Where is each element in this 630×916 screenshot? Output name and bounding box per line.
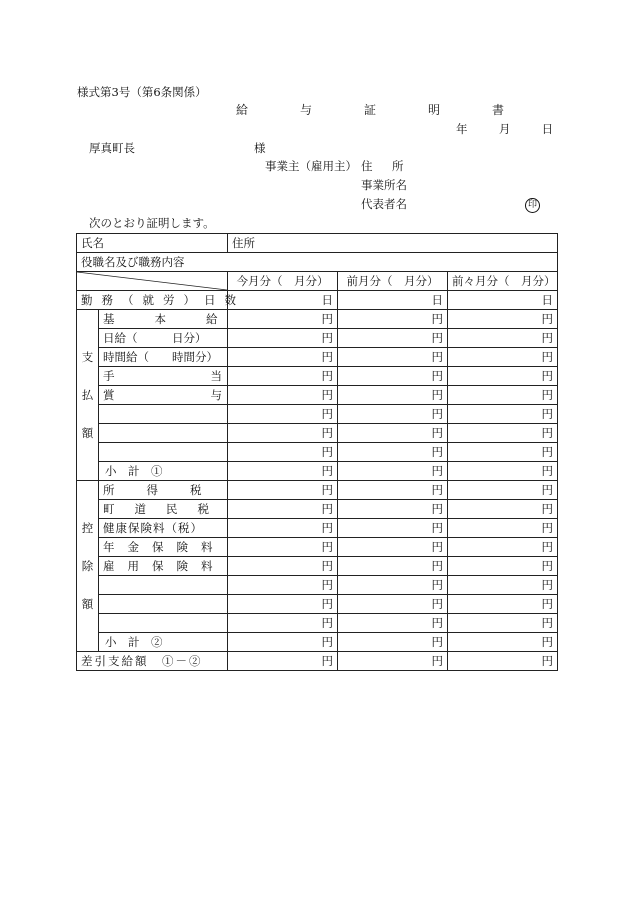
deduction-item-blank[interactable] [99,595,228,614]
deduction-subtotal-label: 小 計 ② [99,633,228,652]
payment-item-basic: 基本給 [99,310,228,329]
header-diagonal-cell [77,272,228,291]
date-year: 年 [456,122,468,136]
deduction-value[interactable]: 円 [448,614,558,633]
payment-item-hourly: 時間給（ 時間分） [99,348,228,367]
payment-subtotal-value[interactable]: 円 [228,462,338,481]
address-field[interactable] [228,234,558,253]
date-line [456,124,553,136]
payment-value[interactable]: 円 [338,310,448,329]
payment-subtotal-value[interactable]: 円 [338,462,448,481]
deduction-value[interactable]: 円 [448,500,558,519]
net-pay-label: 差引支給額 ①－② [77,652,228,671]
intro-text: 次のとおり証明します。 [89,216,215,230]
deduction-value[interactable]: 円 [448,576,558,595]
address-label: 住所 [232,236,255,250]
payment-value[interactable]: 円 [228,310,338,329]
deduction-value[interactable]: 円 [228,595,338,614]
form-number: 様式第3号（第6条関係） [77,85,207,99]
payment-subtotal-value[interactable]: 円 [448,462,558,481]
payment-value[interactable]: 円 [448,405,558,424]
payment-value[interactable]: 円 [338,367,448,386]
payment-value[interactable]: 円 [228,424,338,443]
deduction-item-health-insurance: 健康保険料（税） [99,519,228,538]
payment-value[interactable]: 円 [228,367,338,386]
column-header-previous: 前月分（ 月分） [338,272,448,291]
deduction-value[interactable]: 円 [338,519,448,538]
payment-value[interactable]: 円 [448,386,558,405]
workdays-label [77,291,245,310]
payment-value[interactable]: 円 [448,348,558,367]
position-label: 役職名及び職務内容 [81,255,185,269]
net-pay-value[interactable]: 円 [228,652,338,671]
deduction-value[interactable]: 円 [448,481,558,500]
deduction-value[interactable]: 円 [338,557,448,576]
workdays-current[interactable]: 日 [228,291,338,310]
column-header-current: 今月分（ 月分） [228,272,338,291]
deduction-value[interactable]: 円 [228,519,338,538]
workdays-before-previous[interactable]: 日 [448,291,558,310]
deduction-value[interactable]: 円 [338,576,448,595]
payment-value[interactable]: 円 [448,329,558,348]
payment-item-blank[interactable] [99,405,228,424]
employer-address-label: 住 所 [361,159,408,173]
deduction-value[interactable]: 円 [338,595,448,614]
date-day: 日 [541,122,554,136]
deduction-value[interactable]: 円 [338,481,448,500]
deduction-subtotal-value[interactable]: 円 [228,633,338,652]
net-pay-value[interactable]: 円 [338,652,448,671]
name-field[interactable] [77,234,228,253]
payment-value[interactable]: 円 [448,424,558,443]
payment-subtotal-label: 小 計 ① [99,462,228,481]
deduction-value[interactable]: 円 [338,500,448,519]
seal-mark: 印 [525,198,540,213]
payment-item-bonus: 賞与 [99,386,228,405]
payment-value[interactable]: 円 [448,367,558,386]
payment-value[interactable]: 円 [228,386,338,405]
payment-value[interactable]: 円 [228,348,338,367]
workdays-label-text: 勤務（就労）日数 [81,293,245,307]
deduction-value[interactable]: 円 [448,557,558,576]
deduction-subtotal-value[interactable]: 円 [448,633,558,652]
deduction-value[interactable]: 円 [228,538,338,557]
deduction-item-employment-insurance: 雇用保険料 [99,557,228,576]
deduction-value[interactable]: 円 [448,538,558,557]
payment-value[interactable]: 円 [228,405,338,424]
date-month: 月 [498,122,511,136]
deduction-item-blank[interactable] [99,614,228,633]
payment-item-allowance: 手当 [99,367,228,386]
payments-group-label: 支 払 額 [77,310,99,481]
payment-value[interactable]: 円 [338,329,448,348]
deduction-item-pension: 年金保険料 [99,538,228,557]
workdays-previous[interactable]: 日 [338,291,448,310]
employer-representative-label: 代表者名 [361,197,407,211]
column-header-before-previous: 前々月分（ 月分） [448,272,558,291]
employer-company-label: 事業所名 [361,178,407,192]
employer-label: 事業主（雇用主） [265,159,357,173]
payment-item-blank[interactable] [99,443,228,462]
addressee: 厚真町長 [89,141,135,155]
deduction-value[interactable]: 円 [228,576,338,595]
payment-value[interactable]: 円 [338,424,448,443]
payment-value[interactable]: 円 [228,443,338,462]
deduction-value[interactable]: 円 [228,481,338,500]
payment-value[interactable]: 円 [338,386,448,405]
deduction-value[interactable]: 円 [228,500,338,519]
payment-value[interactable]: 円 [338,443,448,462]
payment-value[interactable]: 円 [338,348,448,367]
payment-value[interactable]: 円 [228,329,338,348]
deduction-value[interactable]: 円 [338,614,448,633]
position-field[interactable] [77,253,558,272]
honorific: 様 [254,141,266,155]
deduction-item-income-tax: 所得税 [99,481,228,500]
deduction-value[interactable]: 円 [448,595,558,614]
document-title: 給 与 証 明 書 [236,103,525,117]
payment-value[interactable]: 円 [448,310,558,329]
payment-value[interactable]: 円 [338,405,448,424]
deductions-group-label: 控 除 額 [77,481,99,652]
payment-item-daily: 日給（ 日分） [99,329,228,348]
deduction-item-blank[interactable] [99,576,228,595]
deduction-value[interactable]: 円 [338,538,448,557]
deduction-value[interactable]: 円 [228,614,338,633]
payment-item-blank[interactable] [99,424,228,443]
deduction-subtotal-value[interactable]: 円 [338,633,448,652]
name-label: 氏名 [81,236,104,250]
deduction-value[interactable]: 円 [448,519,558,538]
deduction-item-resident-tax: 町道民税 [99,500,228,519]
deduction-value[interactable]: 円 [228,557,338,576]
net-pay-value[interactable]: 円 [448,652,558,671]
payment-value[interactable]: 円 [448,443,558,462]
salary-certificate-table [76,233,558,671]
